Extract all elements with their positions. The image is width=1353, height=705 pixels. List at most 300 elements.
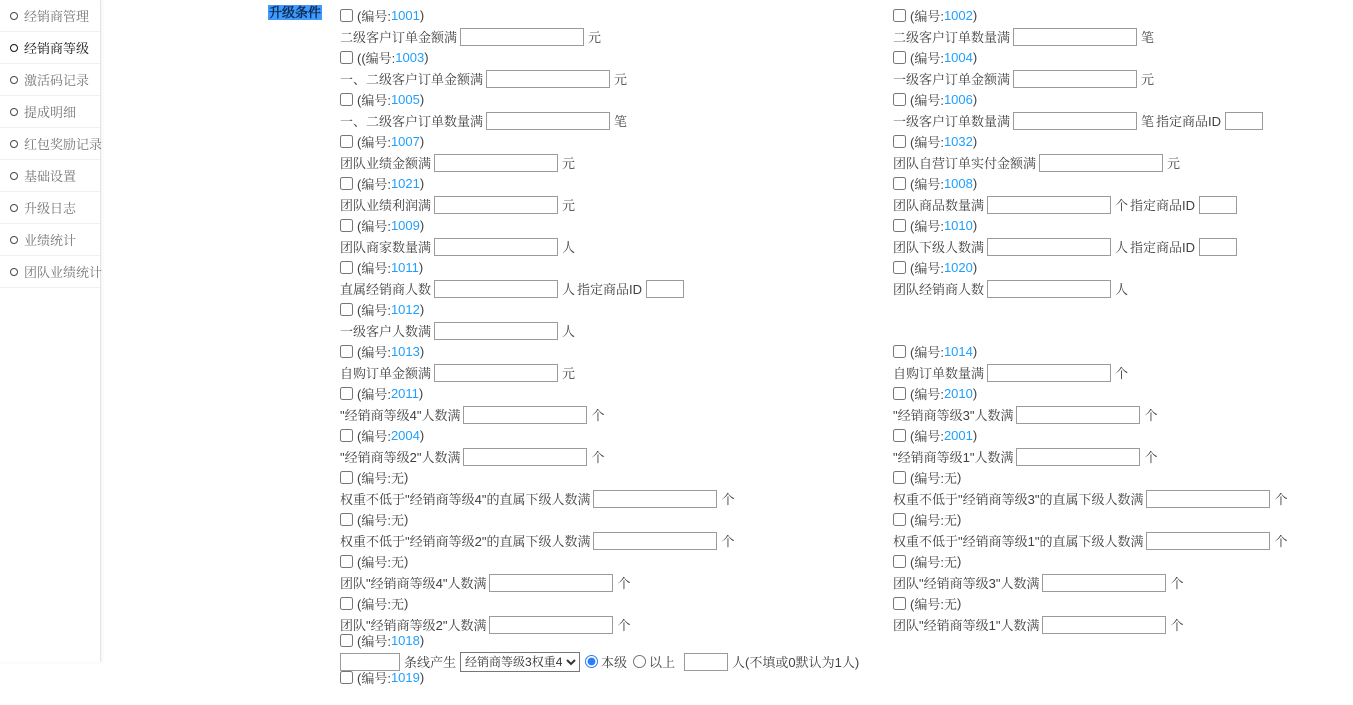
condition-checkbox[interactable] — [340, 303, 353, 316]
grid-cell — [340, 7, 893, 49]
conditions-grid — [340, 7, 1353, 705]
condition-item — [340, 217, 893, 258]
condition-label: 一级客户订单数量满 — [893, 114, 1011, 129]
condition-code: 1007 — [390, 134, 420, 149]
condition-code-close: ) — [418, 386, 424, 401]
condition-label: 一、二级客户订单金额满 — [340, 72, 484, 87]
condition-code: 1019 — [390, 670, 420, 685]
sidebar-item[interactable] — [0, 192, 100, 224]
condition-label: 自购订单数量满 — [893, 366, 985, 381]
condition-checkbox[interactable] — [340, 387, 353, 400]
condition-checkbox-row — [340, 259, 893, 276]
condition-code: 1001 — [390, 8, 420, 23]
condition-checkbox[interactable] — [340, 555, 353, 568]
condition-body — [893, 403, 1353, 426]
radio-circle-icon — [10, 108, 18, 116]
condition-checkbox[interactable] — [340, 177, 353, 190]
condition-code-close: ) — [403, 512, 409, 527]
condition-value-input[interactable] — [1013, 70, 1137, 88]
condition-unit: 个 — [721, 492, 735, 507]
condition-checkbox[interactable] — [340, 93, 353, 106]
grid-cell — [893, 343, 1353, 385]
sidebar-list — [0, 0, 103, 288]
condition-label: 自购订单金额满 — [340, 366, 432, 381]
condition-checkbox-row — [340, 632, 893, 649]
condition-body — [340, 235, 893, 258]
condition-label: 二级客户订单金额满 — [340, 30, 458, 45]
condition-body — [340, 487, 893, 510]
product-id-label: 指定商品ID — [1156, 114, 1222, 129]
condition-unit: 元 — [562, 366, 576, 381]
condition-value-input[interactable] — [434, 238, 558, 256]
condition-item — [340, 175, 893, 216]
grid-cell — [893, 669, 1353, 705]
condition-value-input[interactable] — [593, 490, 717, 508]
condition-label: 直属经销商人数 — [340, 282, 432, 297]
condition-body — [340, 403, 893, 426]
condition-code-prefix: (编号: — [357, 597, 391, 612]
condition-code-close: ) — [419, 302, 425, 317]
condition-checkbox-row — [340, 469, 893, 486]
radio-above-level-label: 以上 — [649, 655, 676, 670]
condition-checkbox-row — [340, 427, 893, 444]
condition-value-input[interactable] — [460, 28, 584, 46]
condition-body — [893, 25, 1353, 48]
condition-code-close: ) — [419, 344, 425, 359]
condition-checkbox[interactable] — [893, 93, 906, 106]
sidebar-item[interactable] — [0, 0, 100, 32]
sidebar — [0, 0, 101, 662]
condition-value-input[interactable] — [1013, 112, 1137, 130]
condition-unit: 元 — [588, 30, 602, 45]
condition-code: 1005 — [390, 92, 420, 107]
condition-checkbox-row — [340, 511, 893, 528]
condition-value-input[interactable] — [486, 70, 610, 88]
condition-checkbox[interactable] — [893, 261, 906, 274]
condition-value-input[interactable] — [1146, 532, 1270, 550]
grid-cell — [893, 469, 1353, 511]
condition-code-close: ) — [424, 50, 429, 65]
condition-label: 团队业绩利润满 — [340, 198, 432, 213]
condition-code-close: ) — [972, 8, 978, 23]
sidebar-item-label: 经销商管理 — [24, 9, 90, 24]
condition-value-input[interactable] — [489, 616, 613, 634]
condition-code-close: ) — [403, 470, 409, 485]
condition-unit: 元 — [562, 156, 576, 171]
condition-code: 1011 — [390, 260, 419, 275]
condition-code-close: ) — [956, 512, 962, 527]
condition-item — [893, 91, 1353, 132]
condition-checkbox-row — [893, 49, 1353, 66]
condition-unit: 人 — [1115, 240, 1129, 255]
condition-checkbox[interactable] — [893, 513, 906, 526]
grid-cell — [340, 469, 893, 511]
grid-cell — [893, 91, 1353, 133]
condition-code-prefix: (编号: — [357, 219, 391, 234]
condition-value-input[interactable] — [1042, 616, 1166, 634]
condition-item — [340, 669, 893, 686]
condition-code-close: ) — [419, 8, 425, 23]
condition-value-input[interactable] — [1042, 574, 1166, 592]
sidebar-item-label: 激活码记录 — [24, 73, 90, 88]
condition-unit: 个 — [1274, 492, 1288, 507]
condition-code: 1002 — [943, 8, 973, 23]
condition-checkbox-row — [893, 259, 1353, 276]
grid-cell — [340, 175, 893, 217]
condition-code-prefix: (编号: — [357, 471, 391, 486]
condition-item — [893, 385, 1353, 426]
sidebar-item[interactable] — [0, 160, 100, 192]
condition-checkbox[interactable] — [340, 513, 353, 526]
condition-code: 1018 — [390, 633, 420, 648]
condition-checkbox[interactable] — [893, 429, 906, 442]
condition-value-input[interactable] — [593, 532, 717, 550]
condition-checkbox[interactable] — [893, 9, 906, 22]
condition-code-prefix: (编号: — [357, 634, 391, 649]
condition-body — [340, 319, 893, 342]
condition-code-close: ) — [419, 633, 425, 648]
sidebar-item-label: 升级日志 — [24, 201, 77, 216]
condition-checkbox-row — [340, 49, 893, 66]
condition-checkbox-row — [893, 7, 1353, 24]
condition-checkbox[interactable] — [340, 429, 353, 442]
condition-item — [340, 301, 893, 342]
condition-item — [893, 175, 1353, 216]
condition-code-close: ) — [419, 176, 425, 191]
condition-checkbox-row — [893, 91, 1353, 108]
condition-unit: 个 — [1170, 576, 1184, 591]
condition-code-prefix: (编号: — [910, 387, 944, 402]
condition-unit: 个 — [1144, 450, 1158, 465]
grid-cell — [893, 632, 1353, 669]
condition-body — [340, 571, 893, 594]
sidebar-item[interactable] — [0, 128, 103, 160]
condition-body — [893, 151, 1353, 174]
condition-value-input[interactable] — [434, 280, 558, 298]
condition-code-prefix: (编号: — [357, 93, 391, 108]
condition-label: "经销商等级2"人数满 — [340, 450, 461, 465]
condition-code: 无 — [943, 597, 957, 612]
condition-checkbox[interactable] — [340, 597, 353, 610]
condition-checkbox-row — [340, 385, 893, 402]
condition-label: 团队"经销商等级1"人数满 — [893, 618, 1040, 633]
condition-body — [893, 529, 1353, 552]
condition-checkbox[interactable] — [893, 219, 906, 232]
condition-checkbox[interactable] — [893, 345, 906, 358]
condition-unit: 个 — [591, 450, 605, 465]
condition-checkbox-row — [893, 175, 1353, 192]
product-id-label: 指定商品ID — [1130, 240, 1196, 255]
condition-value-input[interactable] — [434, 364, 558, 382]
product-id-input[interactable] — [1225, 112, 1263, 130]
condition-item — [340, 595, 893, 636]
sidebar-item[interactable] — [0, 224, 100, 256]
condition-checkbox-row — [340, 7, 893, 24]
condition-checkbox-row — [893, 595, 1353, 612]
condition-value-input[interactable] — [987, 280, 1111, 298]
condition-code-prefix: (编号: — [910, 51, 944, 66]
condition-code-close: ) — [972, 92, 978, 107]
condition-value-input[interactable] — [1016, 406, 1140, 424]
condition-value-input[interactable] — [1013, 28, 1137, 46]
condition-value-input[interactable] — [463, 406, 587, 424]
condition-code-close: ) — [972, 218, 978, 233]
condition-item — [893, 427, 1353, 468]
condition-unit: 笔 — [1141, 30, 1155, 45]
condition-code-close: ) — [972, 50, 978, 65]
condition-checkbox[interactable] — [893, 597, 906, 610]
condition-item — [893, 133, 1353, 174]
condition-code: 1008 — [943, 176, 973, 191]
condition-body — [893, 277, 1353, 300]
grid-cell — [340, 595, 893, 632]
condition-unit: 元 — [562, 198, 576, 213]
condition-value-input[interactable] — [1016, 448, 1140, 466]
condition-checkbox-row — [340, 553, 893, 570]
condition-code-close: ) — [972, 176, 978, 191]
condition-label: 一级客户订单金额满 — [893, 72, 1011, 87]
condition-checkbox[interactable] — [340, 471, 353, 484]
grid-cell — [340, 301, 893, 343]
grid-cell — [893, 175, 1353, 217]
condition-code-close: ) — [972, 134, 978, 149]
condition-body — [893, 109, 1353, 132]
condition-code-close: ) — [972, 344, 978, 359]
condition-body — [893, 193, 1353, 216]
condition-value-input[interactable] — [434, 154, 558, 172]
condition-code-prefix: (编号: — [357, 177, 391, 192]
condition-value-input[interactable] — [1146, 490, 1270, 508]
condition-value-input[interactable] — [463, 448, 587, 466]
condition-item — [893, 511, 1353, 552]
condition-unit: 个 — [617, 576, 631, 591]
grid-cell — [893, 49, 1353, 91]
radio-circle-icon — [10, 44, 18, 52]
condition-body — [340, 67, 893, 90]
condition-unit: 笔 — [614, 114, 628, 129]
condition-code-close: ) — [419, 670, 425, 685]
condition-label: 权重不低于"经销商等级4"的直属下级人数满 — [340, 492, 591, 507]
grid-cell — [893, 133, 1353, 175]
condition-label: "经销商等级1"人数满 — [893, 450, 1014, 465]
condition-checkbox[interactable] — [340, 671, 353, 684]
condition-item — [340, 343, 893, 384]
radio-circle-icon — [10, 204, 18, 212]
sidebar-item[interactable] — [0, 32, 100, 64]
grid-cell — [340, 49, 893, 91]
product-id-input[interactable] — [646, 280, 684, 298]
condition-label: 团队下级人数满 — [893, 240, 985, 255]
condition-code-prefix: (编号: — [357, 513, 391, 528]
condition-checkbox[interactable] — [893, 135, 906, 148]
product-id-label: 指定商品ID — [1130, 198, 1196, 213]
condition-code-prefix: (编号: — [357, 9, 391, 24]
condition-code-close: ) — [972, 428, 978, 443]
condition-checkbox[interactable] — [893, 471, 906, 484]
product-id-input[interactable] — [1199, 238, 1237, 256]
condition-checkbox-row — [340, 301, 893, 318]
condition-item — [893, 553, 1353, 594]
condition-checkbox[interactable] — [893, 555, 906, 568]
condition-item — [893, 595, 1353, 636]
grid-cell — [340, 632, 893, 669]
grid-cell — [340, 427, 893, 469]
condition-code-prefix: (编号: — [357, 135, 391, 150]
condition-code-close: ) — [403, 554, 409, 569]
condition-checkbox-row — [340, 91, 893, 108]
radio-same-level-input[interactable] — [585, 655, 598, 668]
condition-code-close: ) — [972, 386, 978, 401]
condition-checkbox[interactable] — [893, 177, 906, 190]
grid-cell — [893, 595, 1353, 632]
condition-unit: 元 — [614, 72, 628, 87]
condition-checkbox[interactable] — [340, 51, 353, 64]
condition-code-prefix: (编号: — [910, 9, 944, 24]
above-count-input[interactable] — [684, 653, 728, 671]
condition-checkbox[interactable] — [340, 135, 353, 148]
condition-value-input[interactable] — [489, 574, 613, 592]
condition-body — [340, 361, 893, 384]
condition-item — [340, 259, 893, 300]
condition-unit: 笔 — [1141, 114, 1155, 129]
condition-checkbox-row — [340, 133, 893, 150]
condition-body — [340, 25, 893, 48]
condition-checkbox[interactable] — [340, 219, 353, 232]
condition-code-prefix: (编号: — [910, 471, 944, 486]
product-id-label: 指定商品ID — [577, 282, 643, 297]
condition-label: 团队商家数量满 — [340, 240, 432, 255]
condition-code: 无 — [390, 513, 404, 528]
grid-cell — [893, 7, 1353, 49]
product-id-input[interactable] — [1199, 196, 1237, 214]
grid-cell — [893, 427, 1353, 469]
condition-checkbox[interactable] — [340, 345, 353, 358]
sidebar-item[interactable] — [0, 256, 103, 288]
condition-code: 2011 — [390, 386, 419, 401]
condition-suffix-note: 人(不填或0默认为1人) — [732, 655, 860, 670]
condition-code-close: ) — [956, 596, 962, 611]
condition-code-close: ) — [403, 596, 409, 611]
condition-code-close: ) — [419, 218, 425, 233]
main-content — [101, 0, 1353, 686]
condition-body — [340, 529, 893, 552]
condition-checkbox-row — [893, 553, 1353, 570]
condition-code-prefix: (编号: — [357, 387, 391, 402]
condition-value-input[interactable] — [434, 322, 558, 340]
condition-checkbox[interactable] — [340, 9, 353, 22]
condition-item — [340, 427, 893, 468]
condition-unit: 人 — [562, 240, 576, 255]
condition-code: 1010 — [943, 218, 973, 233]
radio-circle-icon — [10, 12, 18, 20]
condition-code-prefix: (编号: — [910, 597, 944, 612]
condition-checkbox-row — [893, 343, 1353, 360]
condition-label: 权重不低于"经销商等级3"的直属下级人数满 — [893, 492, 1144, 507]
condition-code-close: ) — [956, 470, 962, 485]
condition-code: 无 — [943, 555, 957, 570]
condition-label: 一、二级客户订单数量满 — [340, 114, 484, 129]
condition-code-prefix: (编号: — [910, 261, 944, 276]
condition-item — [340, 511, 893, 552]
condition-item — [893, 7, 1353, 48]
condition-value-input[interactable] — [434, 196, 558, 214]
condition-code-prefix: (编号: — [357, 261, 391, 276]
condition-item — [340, 7, 893, 48]
sidebar-item[interactable] — [0, 96, 100, 128]
condition-code-close: ) — [419, 92, 425, 107]
condition-code: 无 — [943, 471, 957, 486]
condition-unit: 个 — [1144, 408, 1158, 423]
condition-code: 无 — [390, 555, 404, 570]
condition-code-prefix: (编号: — [910, 345, 944, 360]
condition-label: 二级客户订单数量满 — [893, 30, 1011, 45]
condition-value-input[interactable] — [1039, 154, 1163, 172]
condition-value-input[interactable] — [987, 196, 1111, 214]
condition-code-close: ) — [419, 134, 425, 149]
condition-label: 团队经销商人数 — [893, 282, 985, 297]
condition-code: 无 — [943, 513, 957, 528]
condition-code-prefix: (编号: — [357, 345, 391, 360]
radio-same-level-label: 本级 — [601, 655, 628, 670]
condition-checkbox[interactable] — [340, 261, 353, 274]
radio-circle-icon — [10, 236, 18, 244]
grid-cell — [340, 553, 893, 595]
condition-value-input[interactable] — [486, 112, 610, 130]
condition-checkbox-row — [893, 385, 1353, 402]
radio-circle-icon — [10, 268, 18, 276]
grid-cell — [893, 385, 1353, 427]
condition-label: 团队商品数量满 — [893, 198, 985, 213]
condition-item — [340, 49, 893, 90]
condition-checkbox-row — [893, 511, 1353, 528]
grid-cell — [893, 301, 1353, 343]
condition-value-input[interactable] — [987, 364, 1111, 382]
radio-above-level-input[interactable] — [633, 655, 646, 668]
condition-body — [893, 571, 1353, 594]
condition-item — [893, 217, 1353, 258]
condition-unit: 个 — [1115, 198, 1129, 213]
condition-code: 无 — [390, 597, 404, 612]
condition-code: 无 — [390, 471, 404, 486]
condition-checkbox-row — [340, 343, 893, 360]
condition-code-prefix: (编号: — [357, 671, 391, 686]
condition-label: 团队"经销商等级3"人数满 — [893, 576, 1040, 591]
condition-checkbox[interactable] — [893, 51, 906, 64]
condition-checkbox[interactable] — [893, 387, 906, 400]
condition-checkbox[interactable] — [340, 634, 353, 647]
condition-value-input[interactable] — [987, 238, 1111, 256]
condition-unit: 人 — [562, 282, 576, 297]
condition-label: 团队"经销商等级2"人数满 — [340, 618, 487, 633]
condition-body — [893, 67, 1353, 90]
condition-unit: 个 — [721, 534, 735, 549]
sidebar-item-label: 提成明细 — [24, 105, 77, 120]
condition-unit: 元 — [1167, 156, 1181, 171]
condition-unit: 元 — [1141, 72, 1155, 87]
grid-cell — [893, 217, 1353, 259]
condition-code-prefix: (编号: — [910, 513, 944, 528]
condition-unit: 个 — [1170, 618, 1184, 633]
condition-code-prefix: (编号: — [910, 177, 944, 192]
sidebar-item[interactable] — [0, 64, 100, 96]
condition-checkbox-row — [893, 133, 1353, 150]
condition-code-prefix: ((编号: — [357, 51, 396, 66]
condition-item — [340, 91, 893, 132]
condition-body — [893, 361, 1353, 384]
radio-circle-icon — [10, 140, 18, 148]
condition-body — [893, 445, 1353, 468]
condition-code-prefix: (编号: — [910, 555, 944, 570]
